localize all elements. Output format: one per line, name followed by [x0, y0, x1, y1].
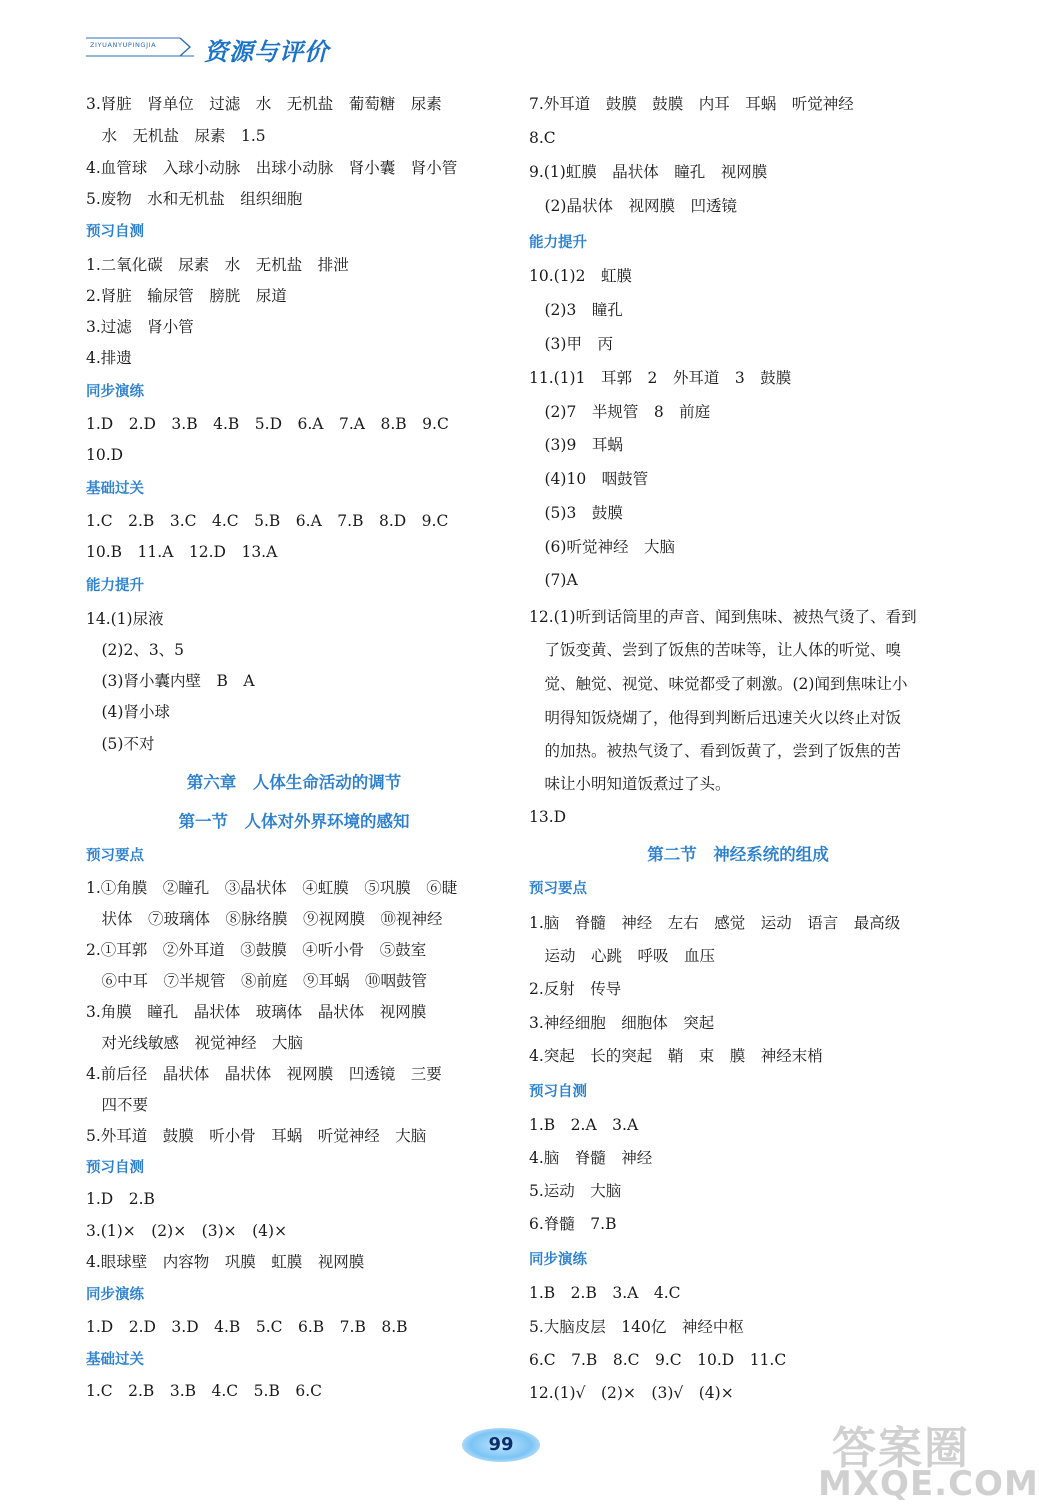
answer-line: (3)甲 丙 [529, 335, 613, 353]
answer-line: 3.肾脏 肾单位 过滤 水 无机盐 葡萄糖 尿素 [86, 95, 442, 113]
answer-line: 2.反射 传导 [529, 980, 622, 998]
answer-line: (3)肾小囊内壁 B A [86, 672, 255, 690]
section-heading: 同步演练 [529, 1252, 587, 1268]
page-number: 99 [488, 1434, 514, 1455]
chapter-heading: 第二节 神经系统的组成 [647, 845, 829, 864]
answer-line: 3.神经细胞 细胞体 突起 [529, 1014, 715, 1032]
answer-line: 4.眼球壁 内容物 巩膜 虹膜 视网膜 [86, 1253, 365, 1271]
answer-line: (7)A [529, 571, 578, 589]
answer-line: 13.D [529, 808, 567, 826]
watermark-cn: 答案圈 [832, 1423, 970, 1474]
chapter-heading: 第六章 人体生命活动的调节 [186, 773, 402, 792]
answer-line: 5.外耳道 鼓膜 听小骨 耳蜗 听觉神经 大脑 [86, 1127, 427, 1145]
answer-line: 觉、触觉、视觉、味觉都受了刺激。(2)闻到焦味让小 [529, 675, 908, 693]
answer-line: 6.脊髓 7.B [529, 1215, 617, 1233]
answer-line: 了饭变黄、尝到了饭焦的苦味等，让人体的听觉、嗅 [529, 641, 902, 659]
section-heading: 预习要点 [529, 881, 587, 897]
header-title: 资源与评价 [204, 38, 329, 66]
section-heading: 预习自测 [86, 1160, 144, 1176]
watermark-en: MXQE.COM [818, 1464, 1039, 1504]
answer-line: 状体 ⑦玻璃体 ⑧脉络膜 ⑨视网膜 ⑩视神经 [86, 910, 443, 928]
section-heading: 预习要点 [86, 848, 144, 864]
answer-line: (2)3 瞳孔 [529, 301, 623, 319]
answer-line: 4.脑 脊髓 神经 [529, 1149, 653, 1167]
chapter-heading: 第一节 人体对外界环境的感知 [178, 812, 410, 831]
answer-line: 运动 心跳 呼吸 血压 [529, 947, 716, 965]
answer-line: 1.脑 脊髓 神经 左右 感觉 运动 语言 最高级 [529, 914, 901, 932]
answer-line: 10.B 11.A 12.D 13.A [86, 543, 278, 561]
section-heading: 能力提升 [529, 235, 587, 251]
section-heading: 同步演练 [86, 1287, 144, 1303]
answer-line: 9.(1)虹膜 晶状体 瞳孔 视网膜 [529, 163, 768, 181]
answer-line: 5.大脑皮层 140亿 神经中枢 [529, 1318, 744, 1336]
answer-line: 10.(1)2 虹膜 [529, 267, 632, 285]
page-number-badge [462, 1428, 540, 1462]
answer-line: 水 无机盐 尿素 1.5 [86, 127, 266, 145]
answer-line: 1.D 2.D 3.B 4.B 5.D 6.A 7.A 8.B 9.C [86, 415, 449, 433]
answer-line: 的加热。被热气烫了、看到饭黄了，尝到了饭焦的苦 [529, 742, 902, 760]
answer-line: (6)听觉神经 大脑 [529, 538, 675, 556]
answer-line: 1.D 2.B [86, 1190, 155, 1208]
answer-line: 12.(1)√ (2)× (3)√ (4)× [529, 1384, 734, 1402]
answer-line: (2)晶状体 视网膜 凹透镜 [529, 197, 737, 215]
answer-line: 5.废物 水和无机盐 组织细胞 [86, 190, 303, 208]
answer-line: 4.突起 长的突起 鞘 束 膜 神经末梢 [529, 1047, 823, 1065]
answer-line: 3.角膜 瞳孔 晶状体 玻璃体 晶状体 视网膜 [86, 1003, 427, 1021]
header-pinyin: ZIYUANYUPINGJIA [90, 41, 157, 49]
answer-line: 1.B 2.A 3.A [529, 1116, 639, 1134]
answer-line: 1.C 2.B 3.C 4.C 5.B 6.A 7.B 8.D 9.C [86, 512, 449, 530]
answer-line: 1.二氧化碳 尿素 水 无机盐 排泄 [86, 256, 349, 274]
answer-line: 10.D [86, 446, 124, 464]
answer-line: 3.(1)× (2)× (3)× (4)× [86, 1222, 288, 1240]
answer-line: 1.C 2.B 3.B 4.C 5.B 6.C [86, 1382, 322, 1400]
answer-line: 12.(1)听到话筒里的声音、闻到焦味、被热气烫了、看到 [529, 608, 917, 626]
book-header [82, 30, 342, 66]
answer-line: 1.B 2.B 3.A 4.C [529, 1284, 681, 1302]
answer-line: 8.C [529, 129, 556, 147]
section-heading: 基础过关 [86, 481, 144, 497]
section-heading: 基础过关 [86, 1352, 144, 1368]
answer-line: 2.①耳郭 ②外耳道 ③鼓膜 ④听小骨 ⑤鼓室 [86, 941, 427, 959]
answer-line: 2.肾脏 输尿管 膀胱 尿道 [86, 287, 287, 305]
answer-line: 7.外耳道 鼓膜 鼓膜 内耳 耳蜗 听觉神经 [529, 95, 854, 113]
answer-line: 对光线敏感 视觉神经 大脑 [86, 1034, 304, 1052]
answer-line: (4)肾小球 [86, 703, 170, 721]
answer-line: ⑥中耳 ⑦半规管 ⑧前庭 ⑨耳蜗 ⑩咽鼓管 [86, 972, 428, 990]
section-heading: 同步演练 [86, 384, 144, 400]
answer-line: 4.排遗 [86, 349, 132, 367]
answer-line: 味让小明知道饭煮过了头。 [529, 775, 731, 793]
answer-line: 3.过滤 肾小管 [86, 318, 194, 336]
answer-line: (5)3 鼓膜 [529, 504, 623, 522]
answer-line: 1.①角膜 ②瞳孔 ③晶状体 ④虹膜 ⑤巩膜 ⑥睫 [86, 879, 458, 897]
answer-line: 5.运动 大脑 [529, 1182, 622, 1200]
answer-line: 6.C 7.B 8.C 9.C 10.D 11.C [529, 1351, 787, 1369]
answer-line: 1.D 2.D 3.D 4.B 5.C 6.B 7.B 8.B [86, 1318, 408, 1336]
answer-line: 4.血管球 入球小动脉 出球小动脉 肾小囊 肾小管 [86, 159, 458, 177]
answer-line: 明得知饭烧煳了，他得到判断后迅速关火以终止对饭 [529, 709, 902, 727]
answer-line: 四不要 [86, 1096, 149, 1114]
answer-line: 14.(1)尿液 [86, 610, 164, 628]
section-heading: 预习自测 [529, 1084, 587, 1100]
section-heading: 预习自测 [86, 224, 144, 240]
answer-line: 11.(1)1 耳郭 2 外耳道 3 鼓膜 [529, 369, 792, 387]
answer-line: (3)9 耳蜗 [529, 436, 623, 454]
answer-line: (2)2、3、5 [86, 641, 185, 659]
watermark [812, 1412, 1039, 1508]
answer-line: (4)10 咽鼓管 [529, 470, 649, 488]
answer-line: 4.前后径 晶状体 晶状体 视网膜 凹透镜 三要 [86, 1065, 442, 1083]
section-heading: 能力提升 [86, 578, 144, 594]
answer-line: (5)不对 [86, 735, 155, 753]
answer-line: (2)7 半规管 8 前庭 [529, 403, 711, 421]
